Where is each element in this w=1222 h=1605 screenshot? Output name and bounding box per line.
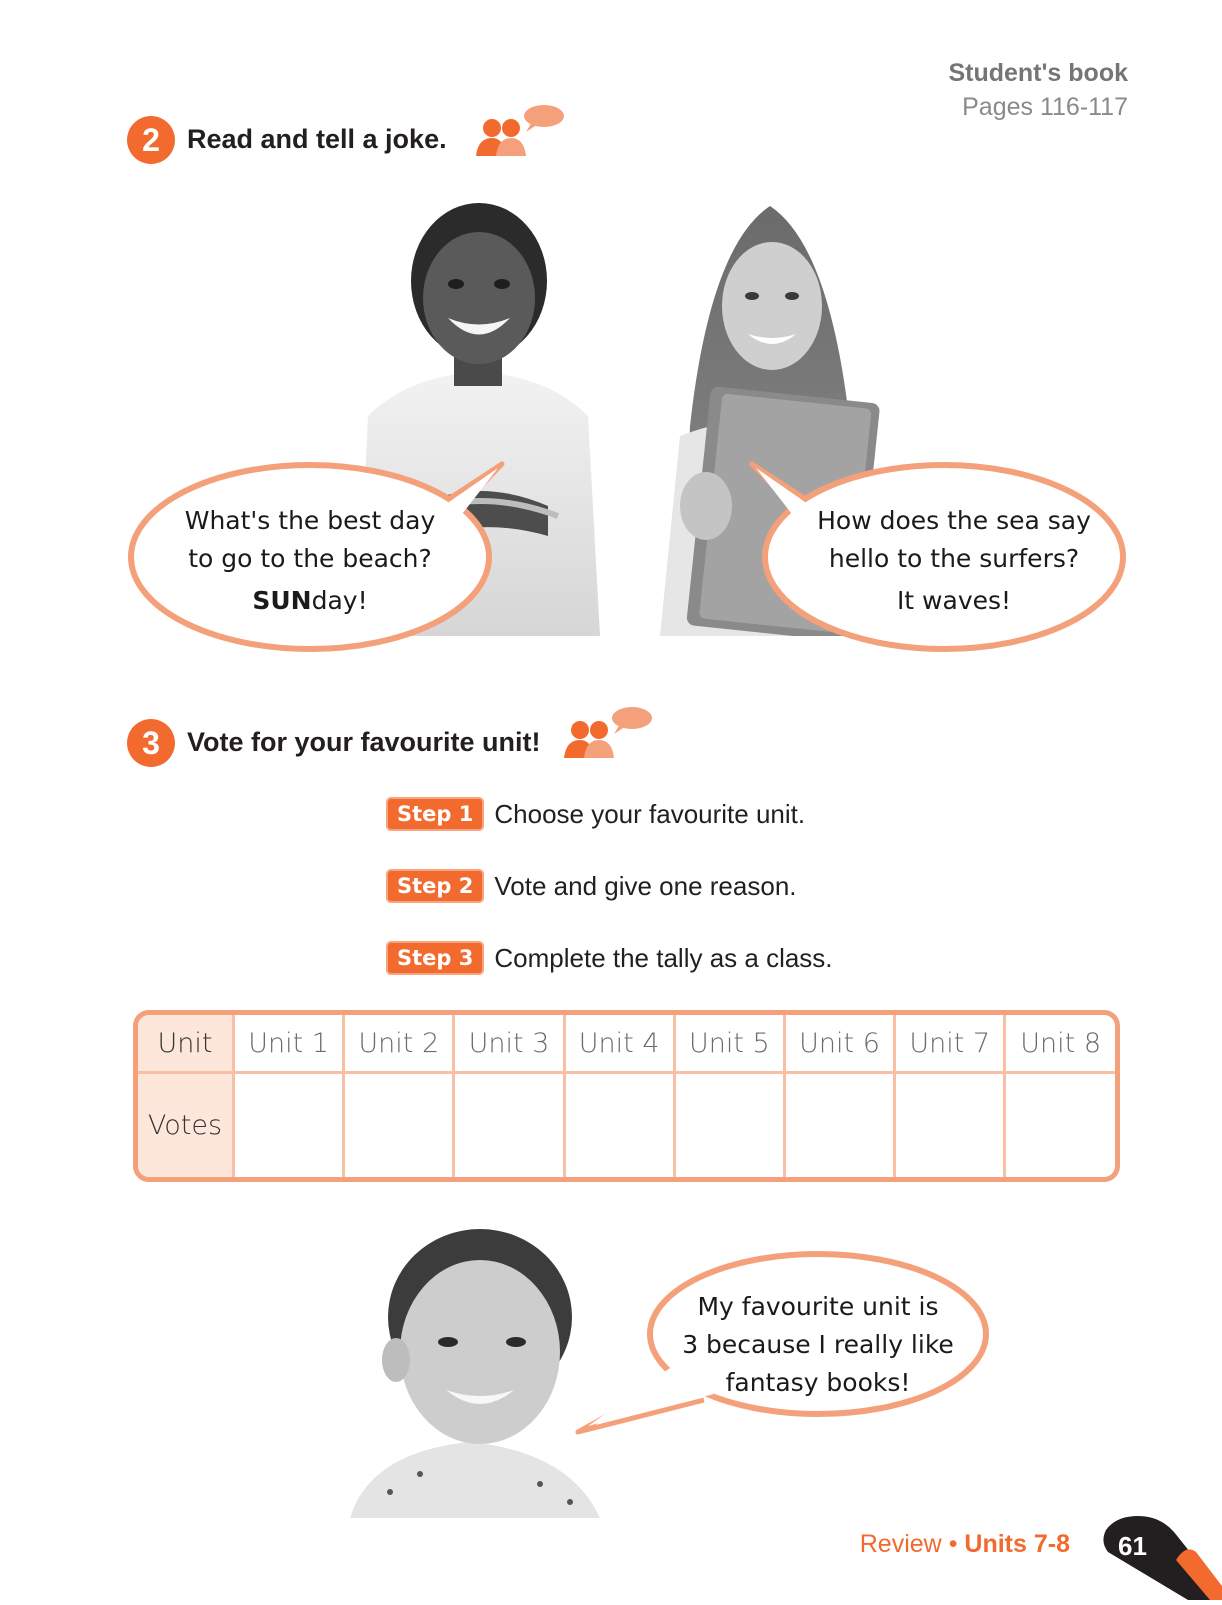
unit-1-header: Unit 1 <box>234 1015 344 1073</box>
pair-talk-icon <box>474 102 566 162</box>
joke-1-answer-caps: SUN <box>252 586 312 615</box>
unit-row-header: Unit <box>138 1015 234 1073</box>
favourite-unit-line-3: fantasy books! <box>725 1368 911 1397</box>
joke-1-line-1: What's the best day <box>184 506 436 535</box>
joke-1-text <box>150 502 470 620</box>
activity-2-number: 2 <box>127 116 175 164</box>
votes-row-header: Votes <box>138 1073 234 1178</box>
step-2-badge: Step 2 <box>386 869 484 903</box>
activity-2-title: Read and tell a joke. <box>187 124 447 154</box>
pair-talk-icon <box>562 704 654 764</box>
votes-row <box>138 1073 1115 1178</box>
page-number: 61 <box>1118 1531 1147 1561</box>
footer-label <box>860 1530 1070 1559</box>
joke-2-line-1: How does the sea say <box>817 506 1091 535</box>
votes-cell-unit-5[interactable] <box>674 1073 784 1178</box>
footer-units: Units 7-8 <box>964 1530 1070 1558</box>
activity-3-number: 3 <box>127 719 175 767</box>
step-1-badge: Step 1 <box>386 797 484 831</box>
joke-2-line-2: hello to the surfers? <box>828 544 1080 573</box>
book-title: Student's book <box>948 59 1128 87</box>
activity-3-title: Vote for your favourite unit! <box>187 727 541 757</box>
joke-2-answer: It waves! <box>896 586 1012 615</box>
joke-1-answer-rest: day! <box>311 586 368 615</box>
votes-cell-unit-2[interactable] <box>344 1073 454 1178</box>
votes-cell-unit-7[interactable] <box>895 1073 1005 1178</box>
joke-1-answer <box>150 582 470 620</box>
footer-review: Review <box>859 1530 942 1558</box>
tally-table <box>133 1010 1120 1182</box>
page-number-tab <box>1098 1512 1222 1600</box>
votes-cell-unit-8[interactable] <box>1005 1073 1115 1178</box>
unit-2-header: Unit 2 <box>344 1015 454 1073</box>
footer-bullet: • <box>948 1530 958 1558</box>
votes-cell-unit-1[interactable] <box>234 1073 344 1178</box>
votes-cell-unit-4[interactable] <box>564 1073 674 1178</box>
step-3-row <box>386 938 833 978</box>
unit-7-header: Unit 7 <box>895 1015 1005 1073</box>
step-3-badge: Step 3 <box>386 941 484 975</box>
favourite-unit-text <box>654 1288 982 1402</box>
joke-1-line-2: to go to the beach? <box>188 544 432 573</box>
step-3-text: Complete the tally as a class. <box>494 942 833 973</box>
unit-3-header: Unit 3 <box>454 1015 564 1073</box>
unit-row <box>138 1015 1115 1073</box>
unit-4-header: Unit 4 <box>564 1015 674 1073</box>
book-reference <box>948 56 1128 124</box>
step-1-row <box>386 794 805 834</box>
step-2-text: Vote and give one reason. <box>494 870 797 901</box>
votes-cell-unit-3[interactable] <box>454 1073 564 1178</box>
favourite-unit-line-1: My favourite unit is <box>697 1292 939 1321</box>
unit-8-header: Unit 8 <box>1005 1015 1115 1073</box>
book-pages: Pages 116-117 <box>962 93 1128 121</box>
votes-cell-unit-6[interactable] <box>784 1073 894 1178</box>
step-2-row <box>386 866 797 906</box>
step-1-text: Choose your favourite unit. <box>494 798 806 829</box>
joke-2-text <box>790 502 1118 620</box>
favourite-unit-line-2: 3 because I really like <box>682 1330 954 1359</box>
unit-6-header: Unit 6 <box>784 1015 894 1073</box>
unit-5-header: Unit 5 <box>674 1015 784 1073</box>
